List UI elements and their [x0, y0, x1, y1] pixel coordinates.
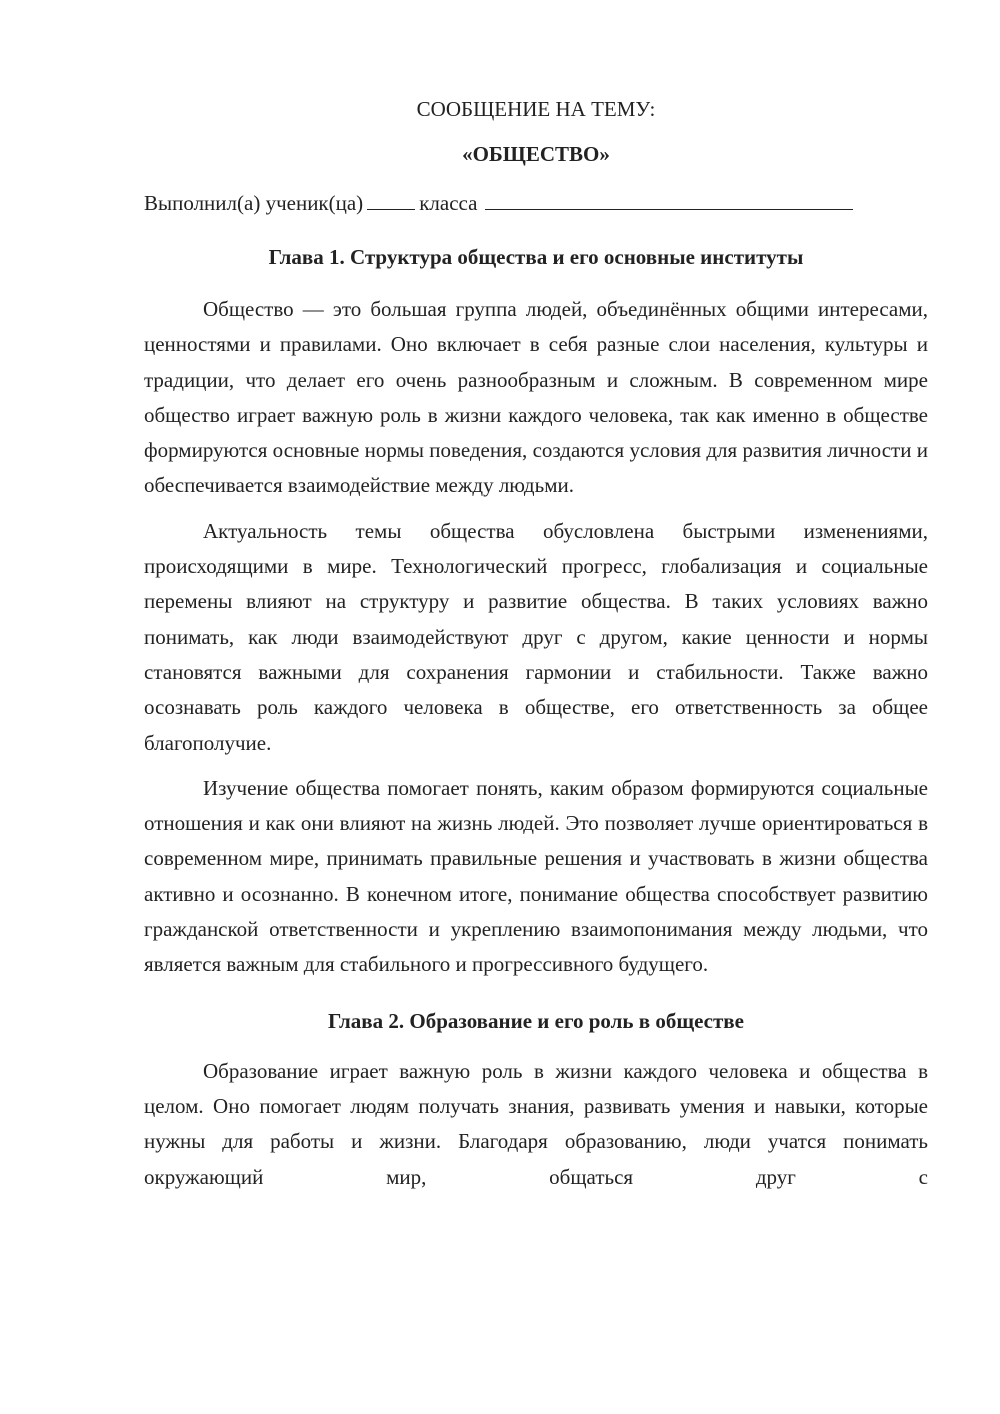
- chapter-heading: Глава 2. Образование и его роль в обществе: [328, 1008, 744, 1033]
- class-number-blank: [367, 188, 415, 210]
- chapter-paragraph: Изучение общества помогает понять, каким образом формируются социальные отношения и как они влияют на жизнь людей. Это позволяет лучше ориентироваться в современном мире, принимать правильные решения и участвовать в жизни общества активно и осознанно. В конечном итоге, понимание общества способствует развитию гражданской ответственности и укреплению взаимопонимания между людьми, что является важным для стабильного и прогрессивного будущего.: [144, 775, 928, 977]
- chapter-paragraph: Общество — это большая группа людей, объединённых общими интересами, ценностями и правилами. Оно включает в себя разные слои населения, культуры и традиции, что делает его очень разнообразным и сложным. В современном мире общество играет важную роль в жизни каждого человека, так как именно в обществе формируются основные нормы поведения, создаются условия для развития личности и обеспечивается взаимодействие между людьми.: [144, 297, 928, 498]
- document-title: СООБЩЕНИЕ НА ТЕМУ:: [416, 97, 656, 121]
- author-line: [144, 187, 928, 220]
- document-body: [144, 93, 928, 1195]
- document-subtitle: «ОБЩЕСТВО»: [462, 142, 610, 166]
- chapter-paragraph: Образование играет важную роль в жизни каждого человека и общества в целом. Оно помогает людям получать знания, развивать умения и навыки, которые нужны для работы и жизни. Благодаря образованию, люди учатся понимать окружающий мир, общаться друг с: [144, 1058, 928, 1189]
- chapter-paragraph: Актуальность темы общества обусловлена быстрыми изменениями, происходящими в мире. Технологический прогресс, глобализация и социальные перемены влияют на структуру и развитие общества. В таких условиях важно понимать, как люди взаимодействуют друг с другом, какие ценности и нормы становятся важными для сохранения гармонии и стабильности. Также важно осознавать роль каждого человека в обществе, его ответственность за общее благополучие.: [144, 518, 928, 755]
- author-label: Выполнил(а) ученик(ца): [144, 191, 364, 215]
- class-label: класса: [419, 191, 478, 215]
- name-blank: [485, 188, 853, 210]
- chapter-heading: Глава 1. Структура общества и его основные институты: [268, 245, 804, 269]
